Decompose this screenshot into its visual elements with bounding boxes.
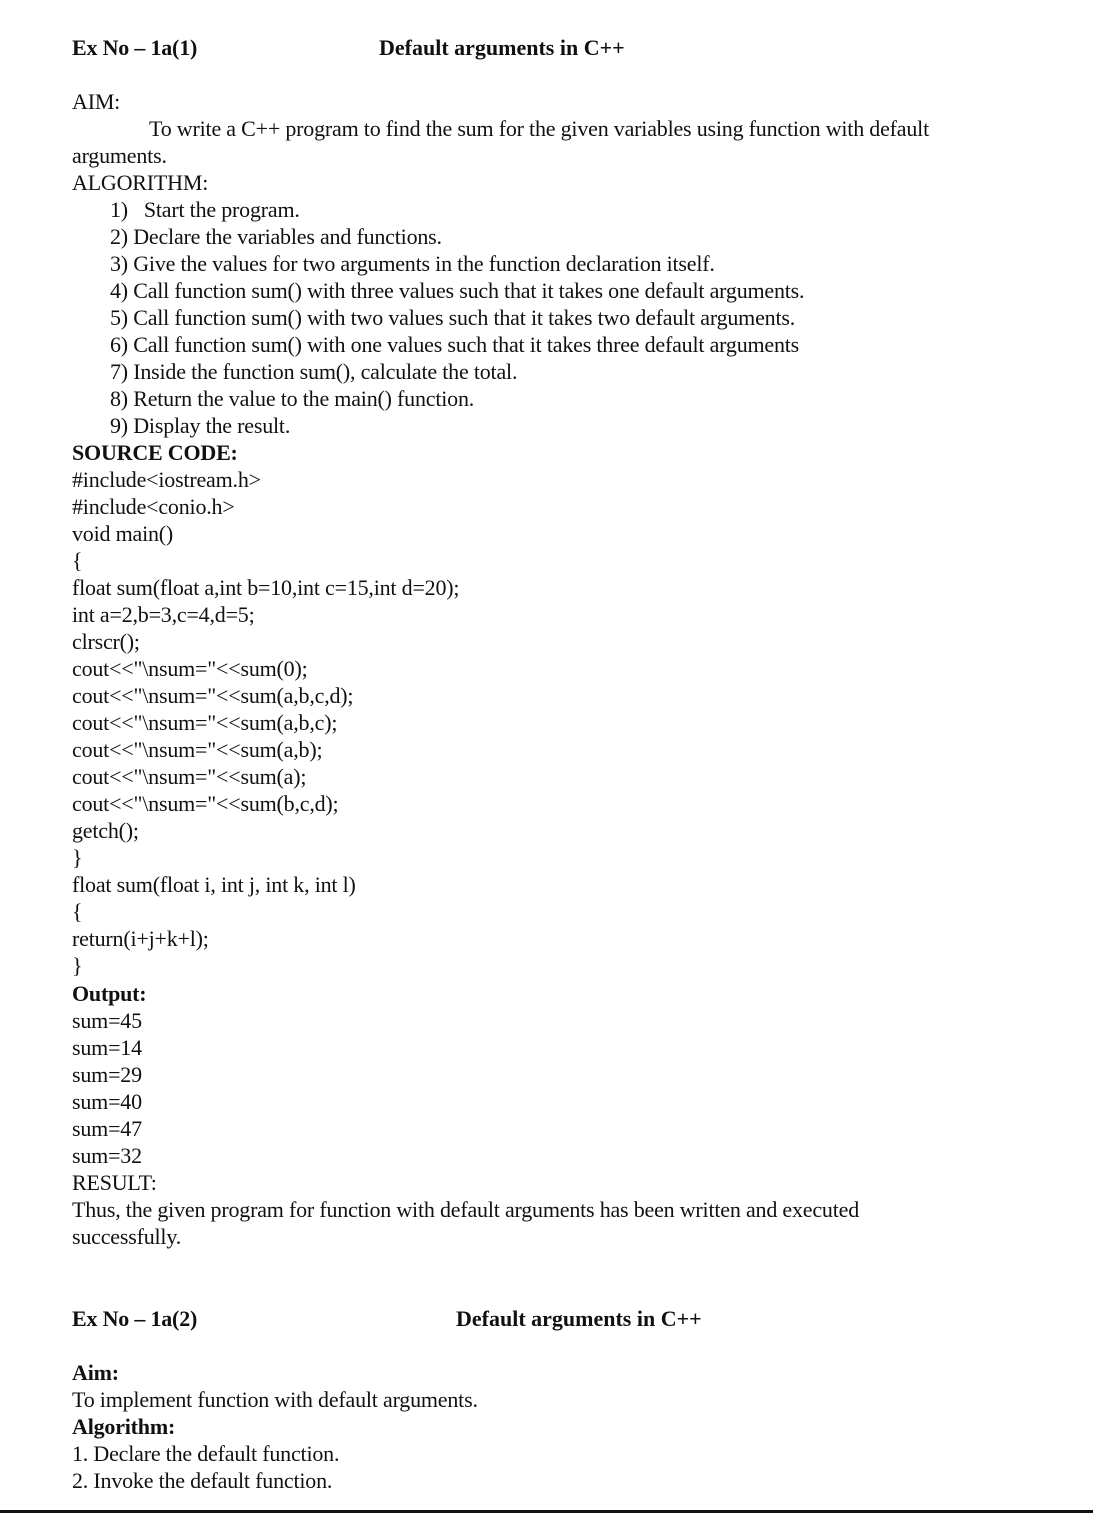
algorithm-step: 8) Return the value to the main() function. bbox=[110, 386, 475, 411]
algorithm-step: 5) Call function sum() with two values such that it takes two default arguments. bbox=[110, 305, 796, 330]
aim-text-line1: To write a C++ program to find the sum for the given variables using function with default bbox=[149, 116, 929, 141]
aim-heading-2: Aim: bbox=[72, 1360, 119, 1385]
code-line: int a=2,b=3,c=4,d=5; bbox=[72, 602, 255, 627]
output-line: sum=32 bbox=[72, 1143, 142, 1168]
code-line: clrscr(); bbox=[72, 629, 140, 654]
result-text-line1: Thus, the given program for function with default arguments has been written and executed bbox=[72, 1197, 859, 1222]
code-line: float sum(float a,int b=10,int c=15,int d=20); bbox=[72, 575, 460, 600]
code-line: return(i+j+k+l); bbox=[72, 926, 209, 951]
code-line: void main() bbox=[72, 521, 174, 546]
output-line: sum=40 bbox=[72, 1089, 142, 1114]
output-line: sum=45 bbox=[72, 1008, 142, 1033]
result-heading: RESULT: bbox=[72, 1170, 157, 1195]
code-line: getch(); bbox=[72, 818, 139, 843]
algorithm-heading: ALGORITHM: bbox=[72, 170, 209, 195]
algorithm-heading-2: Algorithm: bbox=[72, 1414, 176, 1439]
code-line: float sum(float i, int j, int k, int l) bbox=[72, 872, 356, 897]
aim-text-line2: arguments. bbox=[72, 143, 167, 168]
ex-number-1a1: Ex No – 1a(1) bbox=[72, 35, 198, 60]
code-line: cout<<"\nsum="<<sum(a); bbox=[72, 764, 307, 789]
aim-text-2: To implement function with default arguments. bbox=[72, 1387, 478, 1412]
algorithm-step: 1) Start the program. bbox=[110, 197, 300, 222]
algorithm-step: 4) Call function sum() with three values such that it takes one default arguments. bbox=[110, 278, 805, 303]
algorithm-step-2: 1. Declare the default function. bbox=[72, 1441, 340, 1466]
algorithm-step: 2) Declare the variables and functions. bbox=[110, 224, 442, 249]
code-line: { bbox=[72, 548, 83, 573]
code-line: #include<iostream.h> bbox=[72, 467, 261, 492]
code-line: cout<<"\nsum="<<sum(a,b,c,d); bbox=[72, 683, 354, 708]
code-line: #include<conio.h> bbox=[72, 494, 235, 519]
code-line: } bbox=[72, 845, 83, 870]
output-heading: Output: bbox=[72, 981, 147, 1006]
code-line: cout<<"\nsum="<<sum(a,b); bbox=[72, 737, 323, 762]
algorithm-step: 6) Call function sum() with one values such that it takes three default arguments bbox=[110, 332, 800, 357]
code-line: cout<<"\nsum="<<sum(a,b,c); bbox=[72, 710, 338, 735]
output-line: sum=47 bbox=[72, 1116, 142, 1141]
code-line: cout<<"\nsum="<<sum(b,c,d); bbox=[72, 791, 339, 816]
algorithm-step: 3) Give the values for two arguments in the function declaration itself. bbox=[110, 251, 715, 276]
code-line: { bbox=[72, 899, 83, 924]
code-line: cout<<"\nsum="<<sum(0); bbox=[72, 656, 308, 681]
ex-number-1a2: Ex No – 1a(2) bbox=[72, 1306, 198, 1331]
output-line: sum=14 bbox=[72, 1035, 142, 1060]
bottom-divider bbox=[0, 1510, 1093, 1513]
section-title-1a1: Default arguments in C++ bbox=[379, 35, 625, 60]
code-line: } bbox=[72, 953, 83, 978]
source-code-heading: SOURCE CODE: bbox=[72, 440, 238, 465]
result-text-line2: successfully. bbox=[72, 1224, 182, 1249]
algorithm-step: 7) Inside the function sum(), calculate the total. bbox=[110, 359, 518, 384]
aim-heading: AIM: bbox=[72, 89, 121, 114]
algorithm-step-2: 2. Invoke the default function. bbox=[72, 1468, 333, 1493]
section-title-1a2: Default arguments in C++ bbox=[456, 1306, 702, 1331]
algorithm-step: 9) Display the result. bbox=[110, 413, 291, 438]
output-line: sum=29 bbox=[72, 1062, 142, 1087]
